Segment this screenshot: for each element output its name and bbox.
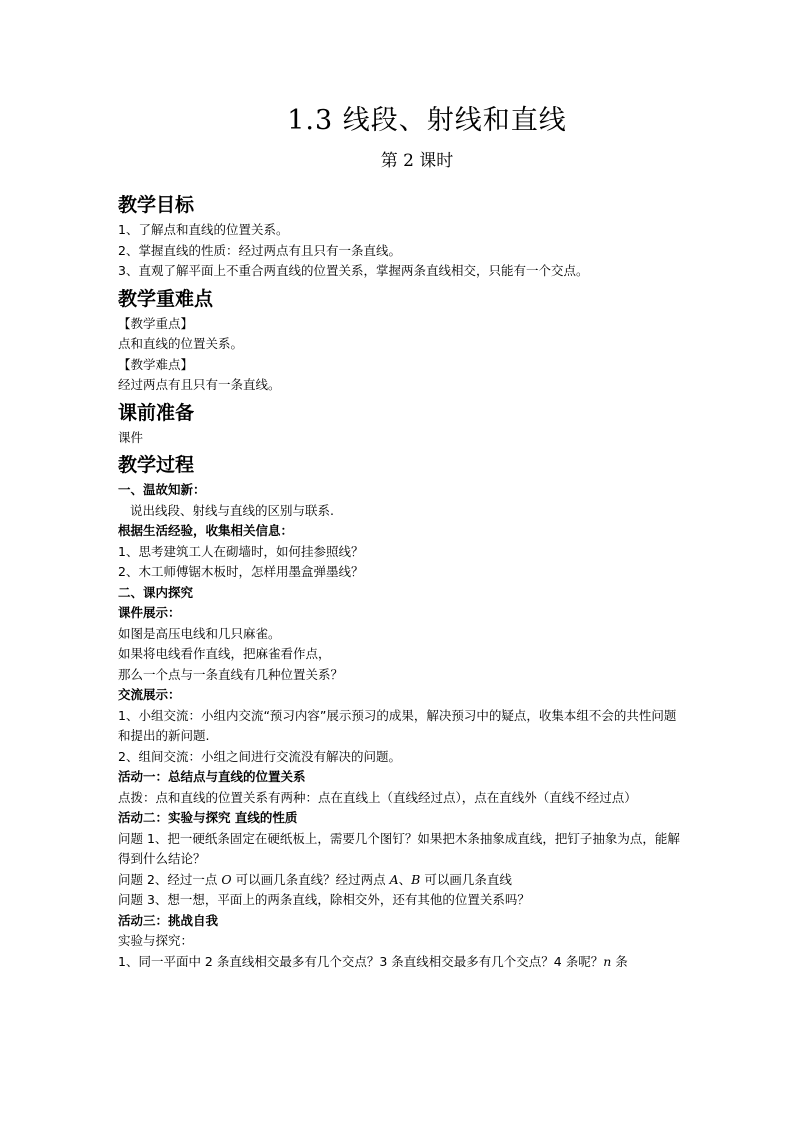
activity-2-question-2 bbox=[118, 870, 684, 891]
difficulty-label: 【教学难点】 bbox=[118, 356, 194, 372]
show-item: 那么一个点与一条直线有几种位置关系？ bbox=[118, 666, 344, 682]
activity-2-question-1: 问题 1、把一硬纸条固定在硬纸板上，需要几个图钉？如果把木条抽象成直线，把钉子抽象为点，能解得到什么结论？ bbox=[118, 830, 680, 866]
life-item: 1、思考建筑工人在砌墙时，如何挂参照线？ bbox=[118, 543, 364, 559]
activity-2-title: 活动二：实验与探究 直线的性质 bbox=[118, 810, 298, 825]
section-heading-objectives: 教学目标 bbox=[118, 194, 195, 216]
section-heading-process: 教学过程 bbox=[118, 454, 195, 476]
activity-2-question-3: 问题 3、想一想，平面上的两条直线，除相交外，还有其他的位置关系吗？ bbox=[118, 892, 530, 907]
activity-3-text bbox=[118, 952, 684, 973]
exchange-item: 1、小组交流：小组内交流“预习内容”展示预习的成果，解决预习中的疑点，收集本组不会的共性问题和提出的新问题. bbox=[118, 707, 677, 743]
point-a-label: A bbox=[389, 871, 399, 887]
act3-part: 1、同一平面中 2 条直线相交最多有几个交点？3 条直线相交最多有几个交点？4 条呢？ bbox=[118, 953, 604, 969]
focus-text: 点和直线的位置关系。 bbox=[118, 336, 244, 351]
life-title: 根据生活经验，收集相关信息： bbox=[118, 523, 294, 538]
q2-part: 、 bbox=[398, 871, 412, 887]
q2-part: 可以画几条直线？经过两点 bbox=[231, 871, 390, 887]
explore-title: 二、课内探究 bbox=[118, 584, 194, 600]
section-heading-keypoints: 教学重难点 bbox=[118, 287, 214, 310]
exchange-title: 交流展示： bbox=[118, 687, 181, 702]
difficulty-text: 经过两点有且只有一条直线。 bbox=[118, 377, 281, 392]
point-o-label: O bbox=[221, 871, 232, 887]
activity-1-title: 活动一：总结点与直线的位置关系 bbox=[118, 769, 306, 784]
q2-part: 问题 2、经过一点 bbox=[118, 871, 222, 887]
life-item: 2、木工师傅锯木板时，怎样用墨盒弹墨线？ bbox=[118, 564, 364, 579]
activity-3-title: 活动三：挑战自我 bbox=[118, 912, 219, 928]
objective-item: 1、了解点和直线的位置关系。 bbox=[118, 222, 289, 237]
review-text: 说出线段、射线与直线的区别与联系. bbox=[130, 502, 334, 518]
variable-n: n bbox=[603, 953, 612, 969]
page-subtitle: 第 2 课时 bbox=[380, 151, 454, 171]
prep-text: 课件 bbox=[118, 429, 144, 445]
show-item: 如果将电线看作直线，把麻雀看作点， bbox=[118, 646, 331, 661]
act3-part: 条 bbox=[611, 953, 628, 969]
section-heading-prep: 课前准备 bbox=[118, 401, 195, 424]
focus-label: 【教学重点】 bbox=[118, 315, 194, 331]
activity-3-subtitle: 实验与探究： bbox=[118, 933, 194, 948]
objective-item: 2、掌握直线的性质：经过两点有且只有一条直线。 bbox=[118, 242, 401, 258]
document-body bbox=[118, 188, 684, 972]
show-title: 课件展示： bbox=[118, 605, 181, 620]
point-b-label: B bbox=[411, 871, 421, 887]
q2-part: 可以画几条直线 bbox=[420, 871, 512, 887]
review-title: 一、温故知新： bbox=[118, 482, 206, 497]
show-item: 如图是高压电线和几只麻雀。 bbox=[118, 625, 281, 641]
exchange-item: 2、组间交流：小组之间进行交流没有解决的问题。 bbox=[118, 748, 401, 764]
objective-item: 3、直观了解平面上不重合两直线的位置关系，掌握两条直线相交，只能有一个交点。 bbox=[118, 263, 589, 278]
activity-1-text: 点拨：点和直线的位置关系有两种：点在直线上（直线经过点），点在直线外（直线不经过点） bbox=[118, 789, 637, 805]
page-title: 1.3 线段、射线和直线 bbox=[287, 105, 567, 136]
